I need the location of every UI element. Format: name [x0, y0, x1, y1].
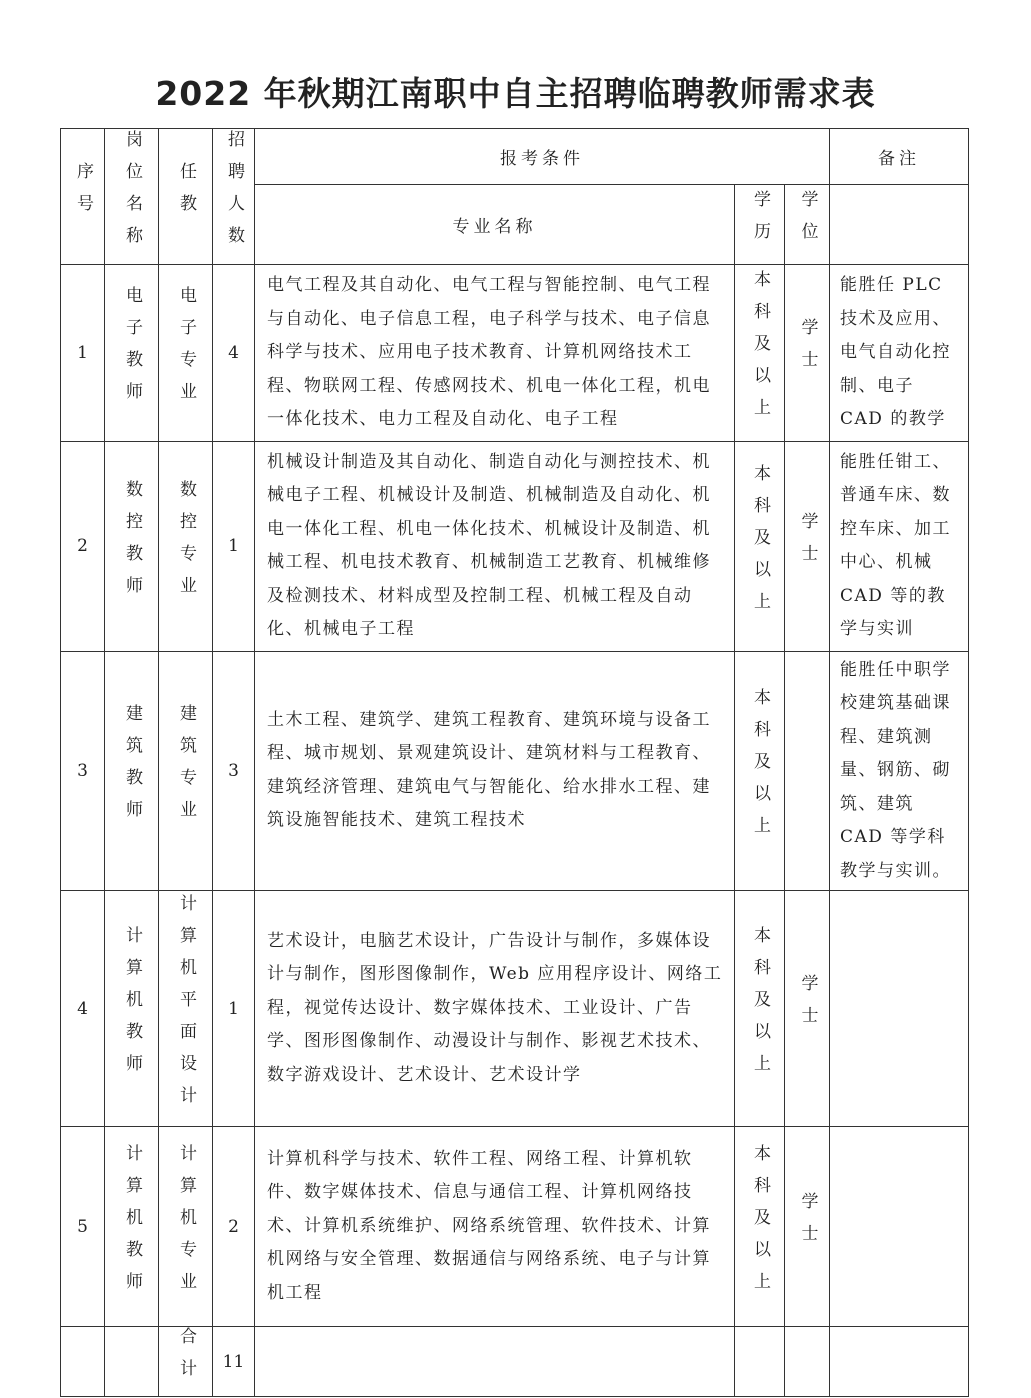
row-degree — [785, 651, 830, 891]
header-row-1 — [61, 129, 969, 185]
row-count: 1 — [213, 891, 255, 1127]
row-degree: 学士 — [785, 441, 830, 651]
row-position: 建筑教师 — [105, 651, 159, 891]
total-count: 11 — [213, 1327, 255, 1397]
row-major: 艺术设计，电脑艺术设计，广告设计与制作，多媒体设计与制作，图形图像制作，Web 应用程序设计、网络工程，视觉传达设计、数字媒体技术、工业设计、广告学、图形图像制作、动漫设计与制作、影视艺术技术、数字游戏设计、艺术设计、艺术设计学 — [255, 891, 735, 1127]
recruitment-table — [60, 128, 969, 1397]
row-seq: 1 — [61, 265, 105, 442]
row-remarks: 能胜任中职学校建筑基础课程、建筑测量、钢筋、砌筑、建筑 CAD 等学科教学与实训。 — [830, 651, 969, 891]
row-subject: 计算机平面设计 — [159, 891, 213, 1127]
header-major: 专业名称 — [255, 185, 735, 265]
row-degree: 学士 — [785, 1127, 830, 1327]
header-seq: 序号 — [61, 129, 105, 265]
row-remarks — [830, 891, 969, 1127]
row-remarks: 能胜任钳工、普通车床、数控车床、加工中心、机械 CAD 等的教学与实训 — [830, 441, 969, 651]
header-subject: 任教 — [159, 129, 213, 265]
row-subject: 建筑专业 — [159, 651, 213, 891]
header-conditions: 报考条件 — [255, 129, 830, 185]
header-remarks-blank — [830, 185, 969, 265]
row-subject: 数控专业 — [159, 441, 213, 651]
row-major: 土木工程、建筑学、建筑工程教育、建筑环境与设备工程、城市规划、景观建筑设计、建筑材料与工程教育、建筑经济管理、建筑电气与智能化、给水排水工程、建筑设施智能技术、建筑工程技术 — [255, 651, 735, 891]
row-education: 本科及以上 — [735, 651, 785, 891]
row-education: 本科及以上 — [735, 1127, 785, 1327]
row-remarks: 能胜任 PLC 技术及应用、电气自动化控制、电子 CAD 的教学 — [830, 265, 969, 442]
row-education: 本科及以上 — [735, 891, 785, 1127]
row-education: 本科及以上 — [735, 265, 785, 442]
header-count: 招聘人数 — [213, 129, 255, 265]
header-degree: 学位 — [785, 185, 830, 265]
row-major: 机械设计制造及其自动化、制造自动化与测控技术、机械电子工程、机械设计及制造、机械制造及自动化、机电一体化工程、机电一体化技术、机械设计及制造、机械工程、机电技术教育、机械制造工艺教育、机械维修及检测技术、材料成型及控制工程、机械工程及自动化、机械电子工程 — [255, 441, 735, 651]
row-degree: 学士 — [785, 265, 830, 442]
page-title: 2022 年秋期江南职中自主招聘临聘教师需求表 — [155, 74, 876, 113]
row-position: 数控教师 — [105, 441, 159, 651]
row-education: 本科及以上 — [735, 441, 785, 651]
row-major: 计算机科学与技术、软件工程、网络工程、计算机软件、数字媒体技术、信息与通信工程、计算机网络技术、计算机系统维护、网络系统管理、软件技术、计算机网络与安全管理、数据通信与网络系统、电子与计算机工程 — [255, 1127, 735, 1327]
table-row — [61, 1127, 969, 1327]
row-degree: 学士 — [785, 891, 830, 1127]
total-blank-seq — [61, 1327, 105, 1397]
row-subject: 计算机专业 — [159, 1127, 213, 1327]
row-position: 计算机教师 — [105, 1127, 159, 1327]
row-seq: 3 — [61, 651, 105, 891]
row-seq: 2 — [61, 441, 105, 651]
total-row — [61, 1327, 969, 1397]
row-count: 3 — [213, 651, 255, 891]
row-count: 2 — [213, 1127, 255, 1327]
total-blank-degree — [785, 1327, 830, 1397]
row-count: 4 — [213, 265, 255, 442]
total-blank-major — [255, 1327, 735, 1397]
header-position: 岗位名称 — [105, 129, 159, 265]
row-major: 电气工程及其自动化、电气工程与智能控制、电气工程与自动化、电子信息工程，电子科学与技术、电子信息科学与技术、应用电子技术教育、计算机网络技术工程、物联网工程、传感网技术、机电一体化工程，机电一体化技术、电力工程及自动化、电子工程 — [255, 265, 735, 442]
row-position: 计算机教师 — [105, 891, 159, 1127]
row-subject: 电子专业 — [159, 265, 213, 442]
table-row — [61, 441, 969, 651]
row-seq: 4 — [61, 891, 105, 1127]
row-seq: 5 — [61, 1127, 105, 1327]
table-row — [61, 651, 969, 891]
row-position: 电子教师 — [105, 265, 159, 442]
total-label: 合计 — [159, 1327, 213, 1397]
table-row — [61, 891, 969, 1127]
row-remarks — [830, 1127, 969, 1327]
total-blank-position — [105, 1327, 159, 1397]
header-education: 学历 — [735, 185, 785, 265]
total-blank-education — [735, 1327, 785, 1397]
row-count: 1 — [213, 441, 255, 651]
table-row — [61, 265, 969, 442]
header-remarks: 备注 — [830, 129, 969, 185]
total-blank-remarks — [830, 1327, 969, 1397]
